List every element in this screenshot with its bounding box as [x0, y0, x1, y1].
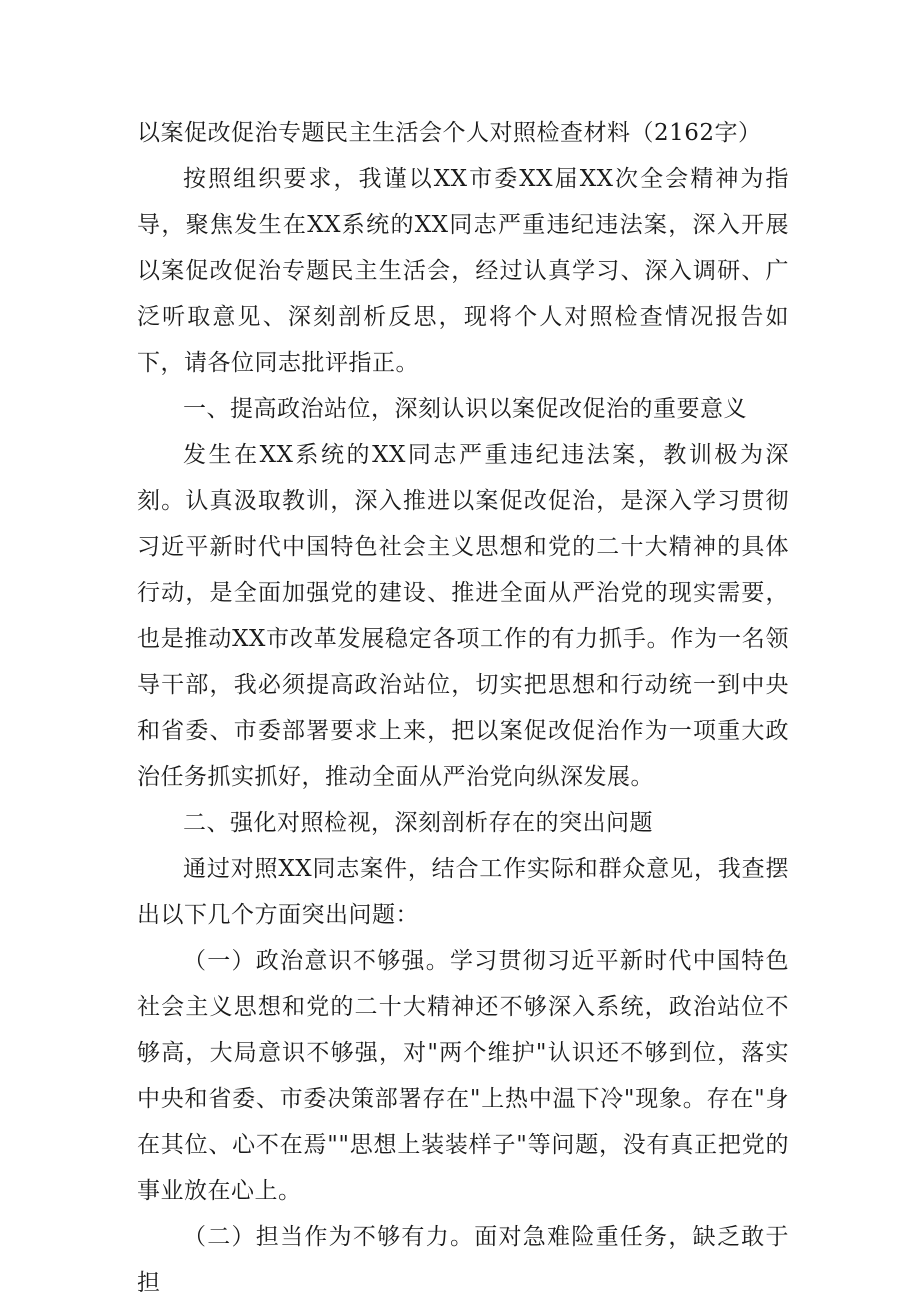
section-2-intro-paragraph: 通过对照XX同志案件，结合工作实际和群众意见，我查摆出以下几个方面突出问题： — [137, 856, 789, 928]
section-1-paragraph: 发生在XX系统的XX同志严重违纪违法案，教训极为深刻。认真汲取教训，深入推进以案促改促治，是深入学习贯彻习近平新时代中国特色社会主义思想和党的二十大精神的具体行动，是全面加强党的建设、推进全面从严治党的现实需要，也是推动XX市改革发展稳定各项工作的有力抓手。作为一名领导干部，我必须提高政治站位，切实把思想和行动统一到中央和省委、市委部署要求上来，把以案促改促治作为一项重大政治任务抓实抓好，推动全面从严治党向纵深发展。 — [137, 442, 789, 790]
section-heading-2: 二、强化对照检视，深刻剖析存在的突出问题 — [183, 810, 653, 836]
intro-paragraph: 按照组织要求，我谨以XX市委XX届XX次全会精神为指导，聚焦发生在XX系统的XX同志严重违纪违法案，深入开展以案促改促治专题民主生活会，经过认真学习、深入调研、广泛听取意见、深刻剖析反思，现将个人对照检查情况报告如下，请各位同志批评指正。 — [137, 166, 789, 376]
section-heading-1: 一、提高政治站位，深刻认识以案促改促治的重要意义 — [183, 396, 747, 422]
document-body — [137, 110, 789, 1306]
document-title: 以案促改促治专题民主生活会个人对照检查材料（2162字） — [137, 120, 762, 146]
problem-item-2: （二）担当作为不够有力。面对急难险重任务，缺乏敢于担 — [137, 1224, 789, 1296]
problem-item-1: （一）政治意识不够强。学习贯彻习近平新时代中国特色社会主义思想和党的二十大精神还不够深入系统，政治站位不够高，大局意识不够强，对"两个维护"认识还不够到位，落实中央和省委、市委决策部署存在"上热中温下冷"现象。存在"身在其位、心不在焉""思想上装装样子"等问题，没有真正把党的事业放在心上。 — [137, 948, 789, 1204]
